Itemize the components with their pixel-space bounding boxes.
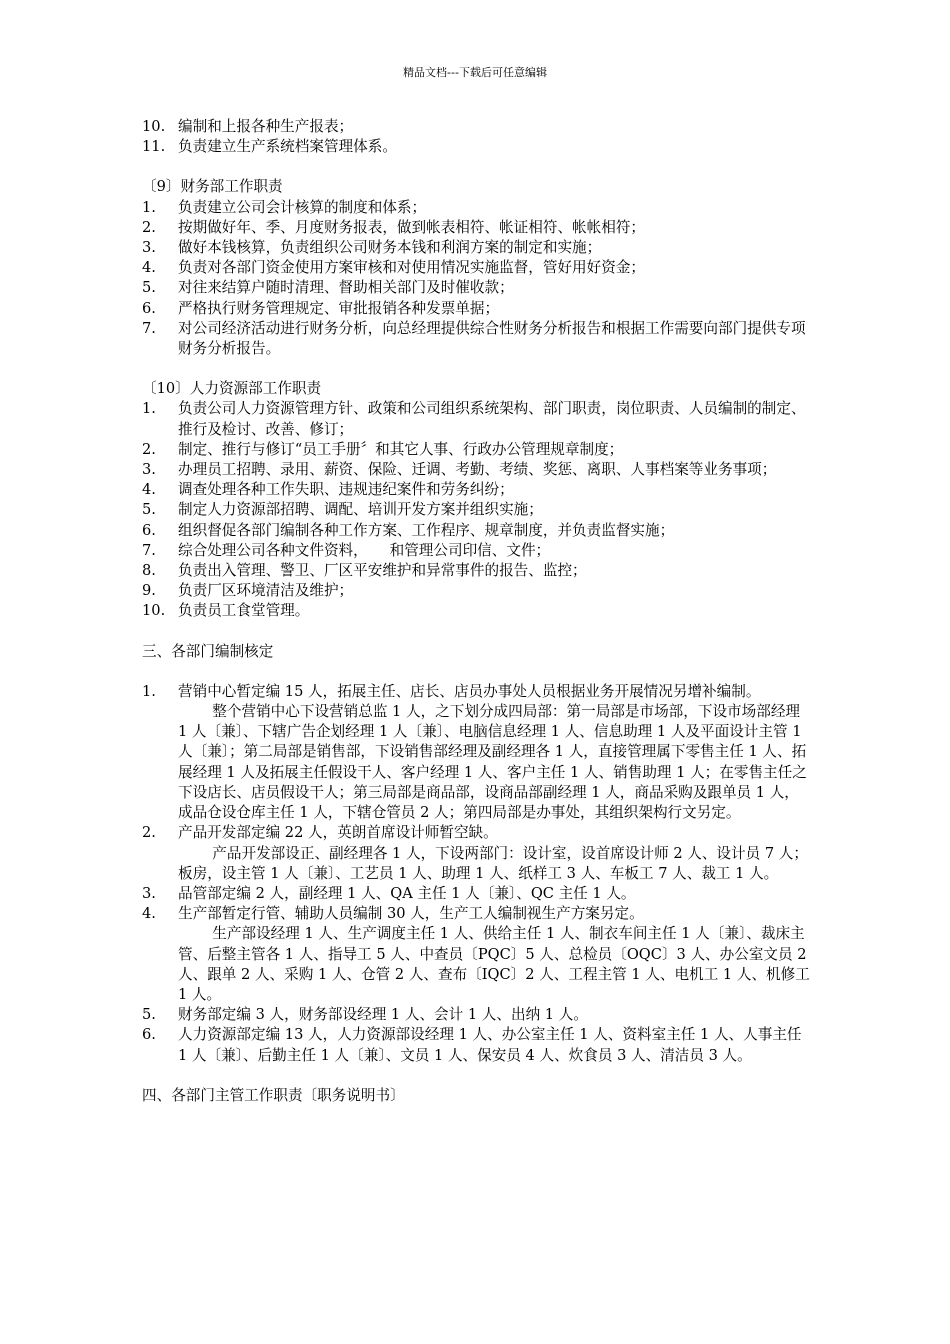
item-number: 4.	[142, 481, 156, 499]
list-item	[142, 581, 810, 601]
item-text: 制定人力资源部招聘、调配、培训开发方案并组织实施；	[178, 501, 543, 519]
item-number: 4.	[142, 259, 156, 277]
item-text: 综合处理公司各种文件资料， 和管理公司印信、文件；	[178, 541, 551, 559]
item-number: 7.	[142, 541, 156, 559]
item-number: 1.	[142, 400, 156, 418]
item-text: 对往来结算户随时清理、督助相关部门及时催收款；	[178, 279, 514, 297]
item-number: 2.	[142, 218, 156, 236]
item-text: 负责建立生产系统档案管理体系。	[178, 138, 397, 156]
item-number: 3.	[142, 239, 156, 257]
item-number: 2.	[142, 440, 156, 458]
item-text: 生产部暂定行管、辅助人员编制 30 人，生产工人编制视生产方案另定。	[178, 905, 644, 923]
list-item	[142, 460, 810, 480]
list-item	[142, 500, 810, 520]
list-item	[142, 823, 810, 884]
finance-section	[142, 177, 810, 359]
list-item	[142, 399, 810, 439]
item-text: 办理员工招聘、录用、薪资、保险、迁调、考勤、考绩、奖惩、离职、人事档案等业务事项；	[178, 461, 777, 479]
section-3-heading: 三、各部门编制核定	[142, 642, 274, 660]
item-number: 6.	[142, 299, 156, 317]
item-text: 制定、推行与修订“员工手册〞和其它人事、行政办公管理规章制度；	[178, 440, 624, 458]
item-text: 负责厂区环境清洁及维护；	[178, 582, 354, 600]
list-item	[142, 682, 810, 823]
list-item	[142, 137, 810, 157]
item-number: 8.	[142, 562, 156, 580]
item-text: 负责公司人力资源管理方针、政策和公司组织系统架构、部门职责，岗位职责、人员编制的制定、推行及检讨、改善、修订；	[178, 400, 806, 438]
list-item	[142, 440, 810, 460]
item-number: 1.	[142, 198, 156, 216]
list-item	[142, 319, 810, 359]
item-detail-paragraph: 产品开发部设正、副经理各 1 人，下设两部门：设计室，设首席设计师 2 人、设计员 7 人；板房，设主管 1 人〔兼〕、工艺员 1 人、助理 1 人、纸样工 3 人、车板工 7 人、裁工 1 人。	[178, 844, 808, 882]
list-item	[142, 480, 810, 500]
section-3-list	[142, 682, 810, 1066]
list-item	[142, 258, 810, 278]
item-detail-paragraph: 整个营销中心下设营销总监 1 人，之下划分成四局部：第一局部是市场部，下设市场部经理 1 人〔兼〕、下辖广告企划经理 1 人〔兼〕、电脑信息经理 1 人、信息助理 1 人及平面设计主管 1 人〔兼〕；第二局部是销售部，下设销售部经理及副经理各 1 人，直接管理属下零售主任 1 人、拓展经理 1 人及拓展主任假设干人、客户经理 1 人、客户主任 1 人、销售助理 1 人；在零售主任之下设店长、店员假设干人；第三局部是商品部，设商品部副经理 1 人，商品采购及跟单员 1 人，成品仓设仓库主任 1 人，下辖仓管员 2 人；第四局部是办事处，其组织架构行文另定。	[178, 703, 807, 822]
hr-section	[142, 379, 810, 621]
item-number: 3.	[142, 461, 156, 479]
list-item	[142, 1005, 810, 1025]
hr-heading: 〔10〕人力资源部工作职责	[142, 380, 322, 398]
item-text: 对公司经济活动进行财务分析，向总经理提供综合性财务分析报告和根据工作需要向部门提供专项财务分析报告。	[178, 319, 806, 358]
item-detail-paragraph: 生产部设经理 1 人、生产调度主任 1 人、供给主任 1 人、制衣车间主任 1 人〔兼〕、裁床主管、后整主管各 1 人、指导工 5 人、中查员〔PQC〕5 人、总检员〔OQC〕3 人、办公室文员 2 人、跟单 2 人、采购 1 人、仓管 2 人、查布〔IQC〕2 人、工程主管 1 人、电机工 1 人、机修工 1 人。	[178, 925, 810, 1003]
list-item	[142, 218, 810, 238]
item-text: 人力资源部定编 13 人，人力资源部设经理 1 人、办公室主任 1 人、资料室主任 1 人、人事主任 1 人〔兼〕、后勤主任 1 人〔兼〕、文员 1 人、保安员 4 人、炊食员 3 人、清洁员 3 人。	[178, 1026, 802, 1064]
item-text: 做好本钱核算，负责组织公司财务本钱和利润方案的制定和实施；	[178, 239, 602, 257]
list-item	[142, 521, 810, 541]
list-item	[142, 884, 810, 904]
item-number: 6.	[142, 1026, 156, 1044]
list-item	[142, 601, 810, 621]
item-number: 2.	[142, 824, 156, 842]
item-text: 严格执行财务管理规定、审批报销各种发票单据；	[178, 299, 500, 317]
item-number: 5.	[142, 279, 156, 297]
list-item	[142, 238, 810, 258]
item-text: 按期做好年、季、月度财务报表，做到帐表相符、帐证相符、帐帐相符；	[178, 218, 646, 236]
list-item	[142, 541, 810, 561]
item-text: 产品开发部定编 22 人，英朗首席设计师暂空缺。	[178, 824, 498, 842]
item-text: 负责员工食堂管理。	[178, 602, 310, 620]
item-number: 10.	[142, 602, 166, 620]
list-item	[142, 117, 810, 137]
list-item	[142, 561, 810, 581]
item-number: 5.	[142, 1006, 156, 1024]
list-item	[142, 299, 810, 319]
production-list-tail	[142, 117, 810, 157]
list-item	[142, 1025, 810, 1065]
list-item	[142, 198, 810, 218]
page-header: 精品文档---下载后可任意编辑	[403, 66, 547, 79]
item-number: 7.	[142, 319, 156, 337]
item-text: 品管部定编 2 人，副经理 1 人、QA 主任 1 人〔兼〕、QC 主任 1 人。	[178, 884, 636, 902]
item-number: 10.	[142, 118, 166, 135]
item-number: 6.	[142, 521, 156, 539]
list-item	[142, 278, 810, 298]
item-text: 营销中心暂定编 15 人，拓展主任、店长、店员办事处人员根据业务开展情况另增补编制。	[178, 682, 761, 700]
item-text: 编制和上报各种生产报表；	[178, 118, 354, 135]
item-number: 11.	[142, 138, 166, 156]
item-text: 负责出入管理、警卫、厂区平安维护和异常事件的报告、监控；	[178, 562, 587, 580]
item-number: 4.	[142, 905, 156, 923]
item-number: 3.	[142, 884, 156, 902]
item-text: 组织督促各部门编制各种工作方案、工作程序、规章制度，并负责监督实施；	[178, 521, 675, 539]
list-item	[142, 904, 810, 1005]
item-text: 负责对各部门资金使用方案审核和对使用情况实施监督，管好用好资金；	[178, 259, 646, 277]
item-number: 9.	[142, 582, 156, 600]
section-4-heading: 四、各部门主管工作职责〔职务说明书〕	[142, 1086, 405, 1104]
item-text: 调查处理各种工作失职、违规违纪案件和劳务纠纷；	[178, 481, 514, 499]
finance-heading: 〔9〕财务部工作职责	[142, 178, 283, 196]
document-body	[142, 117, 810, 1106]
item-number: 1.	[142, 682, 156, 700]
item-text: 财务部定编 3 人，财务部设经理 1 人、会计 1 人、出纳 1 人。	[178, 1006, 588, 1024]
item-text: 负责建立公司会计核算的制度和体系；	[178, 198, 427, 216]
item-number: 5.	[142, 501, 156, 519]
